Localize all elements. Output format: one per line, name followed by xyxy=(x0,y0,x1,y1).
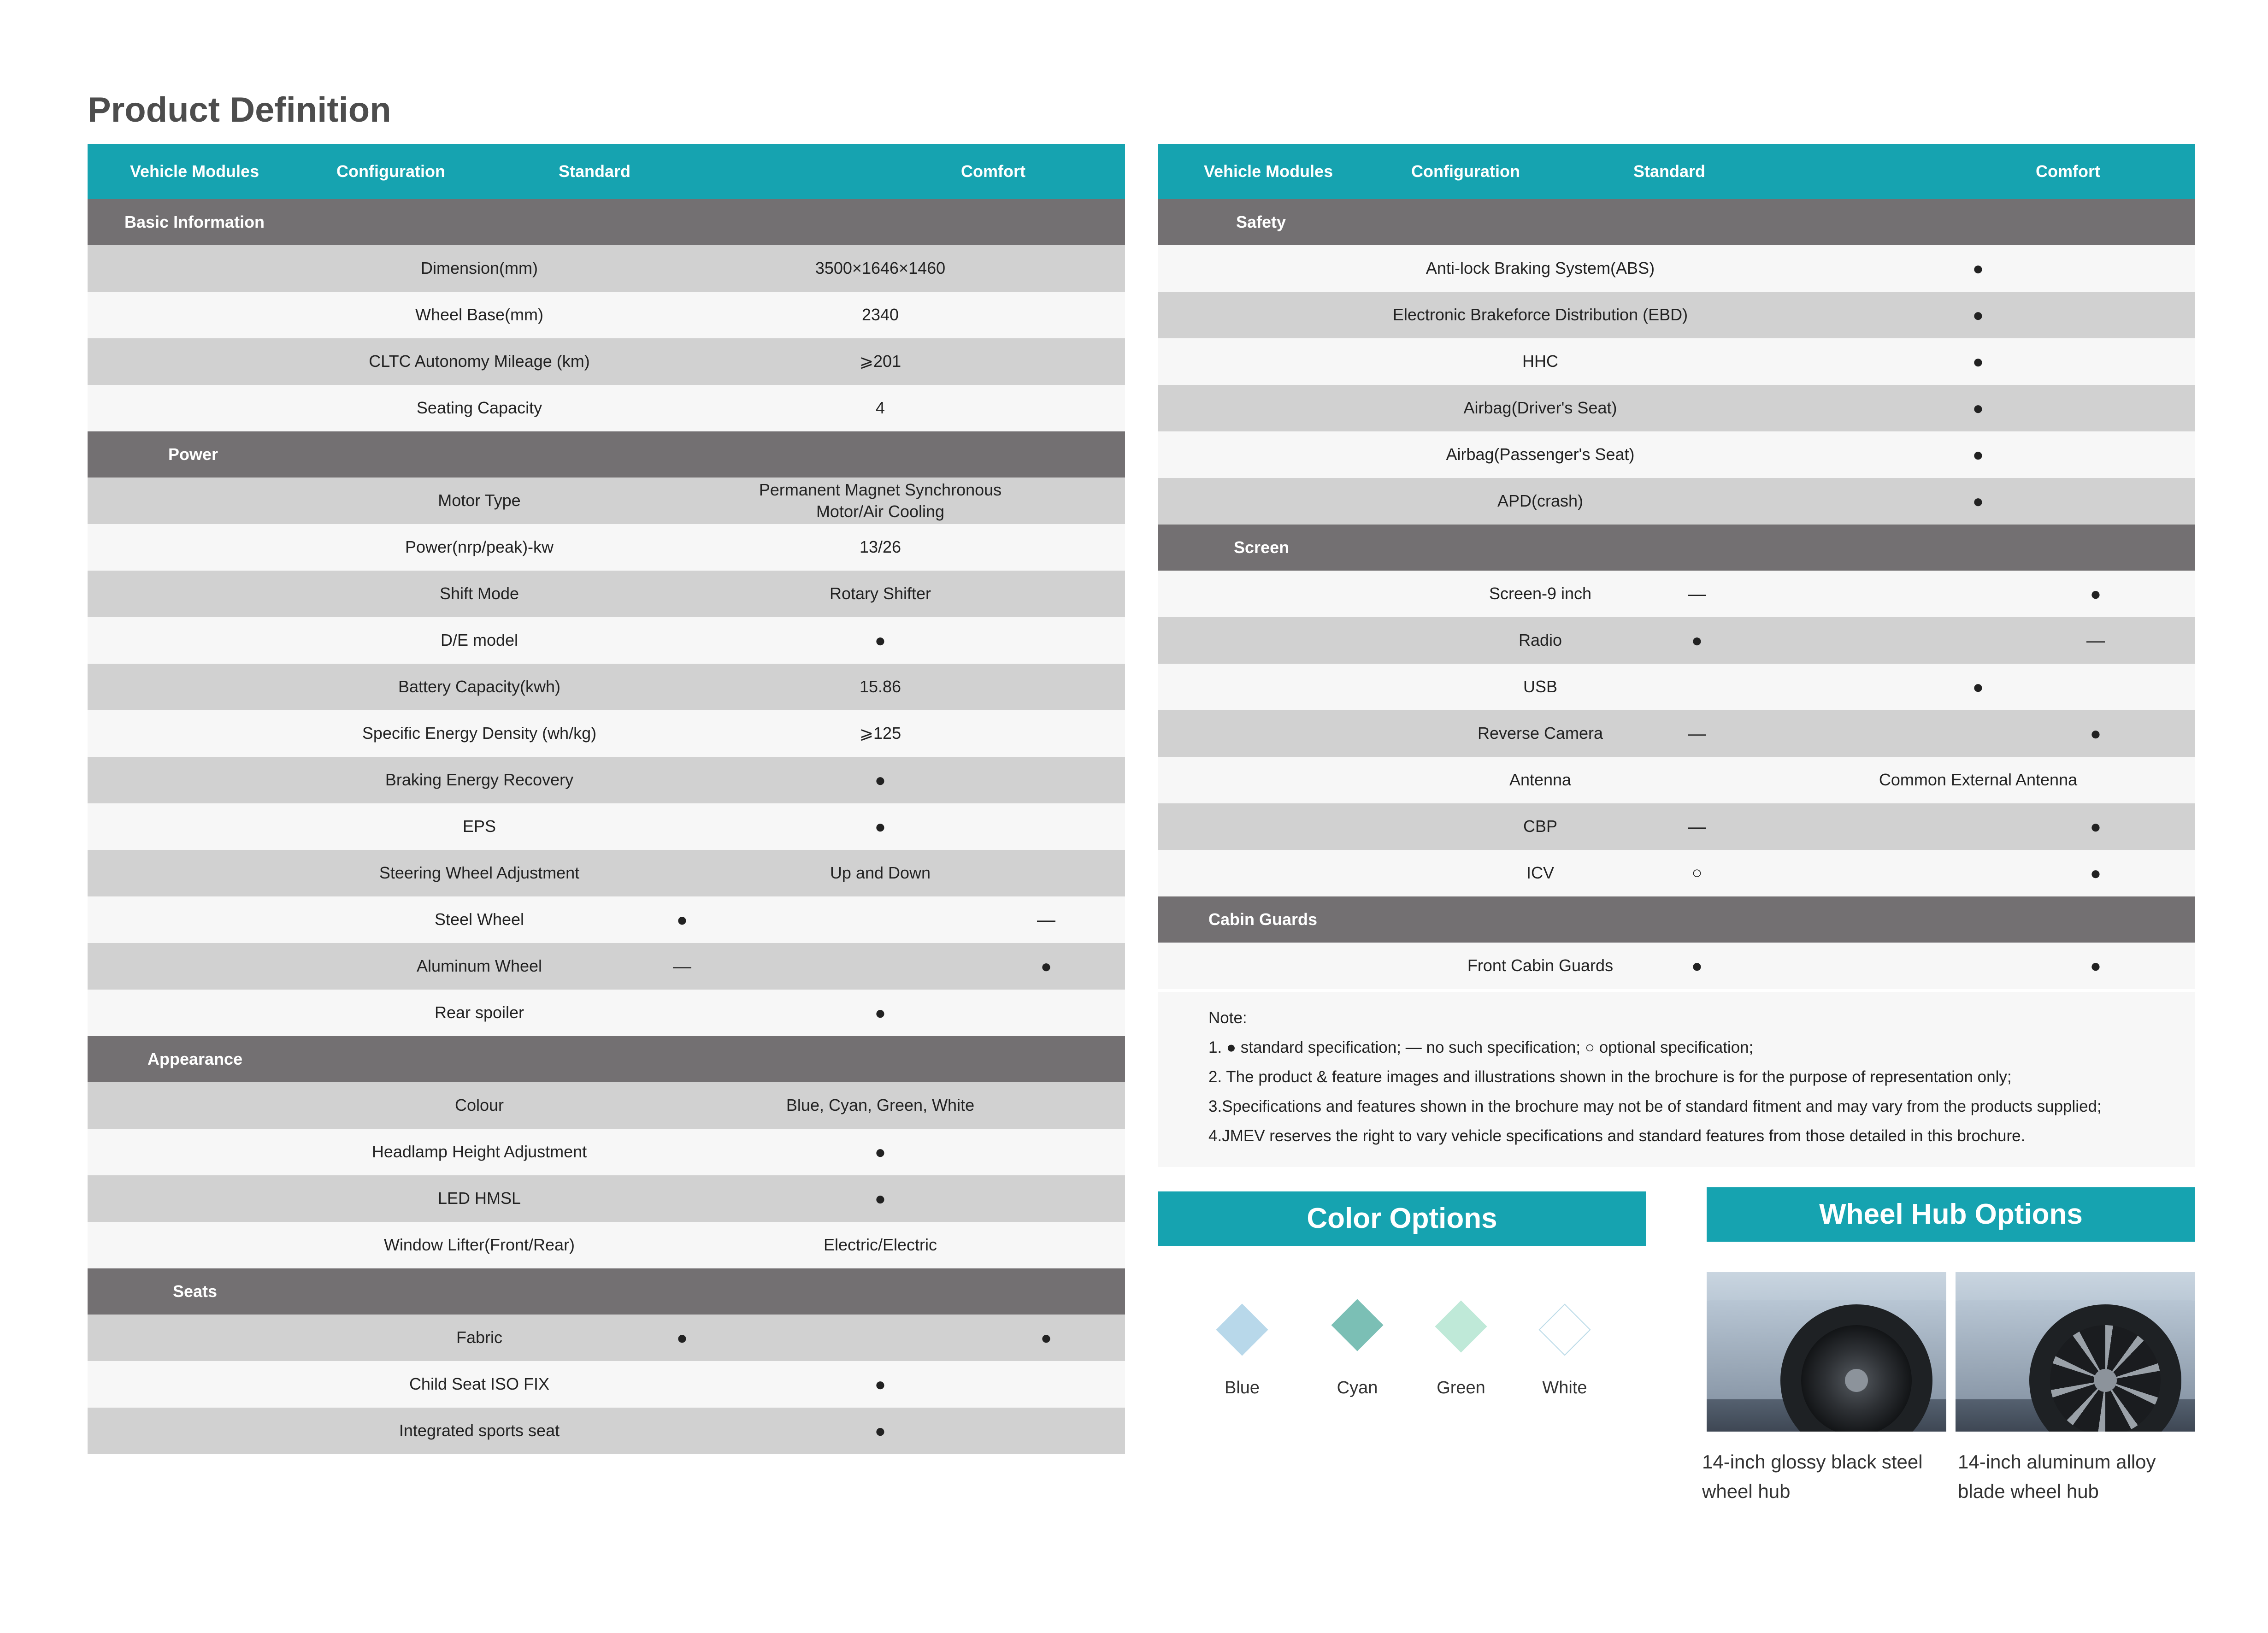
row-value: ● xyxy=(1972,258,1984,279)
row-label: HHC xyxy=(1522,352,1558,371)
row-label: CLTC Autonomy Mileage (km) xyxy=(369,352,590,371)
table-row xyxy=(88,990,1125,1036)
table-row xyxy=(88,524,1125,571)
page-title: Product Definition xyxy=(88,90,391,130)
row-value: ● xyxy=(874,1421,886,1441)
table-row xyxy=(88,571,1125,617)
row-value: 3500×1646×1460 xyxy=(815,259,946,278)
table-row xyxy=(88,1408,1125,1454)
wheel-caption-alloy: 14-inch aluminum alloy blade wheel hub xyxy=(1958,1451,2156,1502)
row-label: Reverse Camera xyxy=(1477,724,1603,743)
section-title: Cabin Guards xyxy=(1208,910,1318,929)
table-row xyxy=(88,1175,1125,1222)
row-standard: — xyxy=(673,956,691,977)
row-comfort: ● xyxy=(2090,863,2102,884)
header-configuration: Configuration xyxy=(1411,162,1520,181)
row-comfort: ● xyxy=(2090,723,2102,744)
row-value: ● xyxy=(874,770,886,790)
header-comfort: Comfort xyxy=(961,162,1025,181)
table-row xyxy=(1158,617,2195,664)
row-label: ICV xyxy=(1526,863,1554,883)
note-line: 1. ● standard specification; — no such specification; ○ optional specification; xyxy=(1208,1038,1754,1056)
swatch-cyan xyxy=(1331,1299,1383,1351)
header-standard: Standard xyxy=(559,162,631,181)
table-row xyxy=(88,478,1125,524)
table-row xyxy=(1158,710,2195,757)
row-comfort: — xyxy=(2086,630,2105,651)
table-row xyxy=(1158,943,2195,989)
row-label: Front Cabin Guards xyxy=(1467,956,1614,975)
row-value: Permanent Magnet Synchronous Motor/Air Cooling xyxy=(759,480,1002,521)
table-row xyxy=(88,710,1125,757)
row-label: Braking Energy Recovery xyxy=(385,770,574,790)
row-label: Wheel Base(mm) xyxy=(415,305,544,324)
row-standard: ● xyxy=(676,909,688,930)
table-row xyxy=(1158,338,2195,385)
row-label: Colour xyxy=(454,1096,504,1115)
table-row xyxy=(1158,664,2195,710)
section-header xyxy=(1158,525,2195,571)
section-title: Safety xyxy=(1236,212,1286,231)
row-label: Child Seat ISO FIX xyxy=(409,1374,550,1394)
row-label: Dimension(mm) xyxy=(420,259,538,278)
row-standard: — xyxy=(1688,816,1706,837)
table-row xyxy=(88,245,1125,292)
note-line: 4.JMEV reserves the right to vary vehicle specifications and standard features from those detailed in this brochure. xyxy=(1208,1127,2026,1145)
swatch-green xyxy=(1435,1300,1487,1352)
table-row xyxy=(88,617,1125,664)
wheel-hub-options-title: Wheel Hub Options xyxy=(1707,1187,2195,1242)
table-row xyxy=(88,1129,1125,1175)
swatch-label-cyan: Cyan xyxy=(1337,1378,1378,1397)
row-label: Airbag(Driver's Seat) xyxy=(1463,398,1617,418)
table-row xyxy=(88,757,1125,803)
row-label: Fabric xyxy=(456,1328,503,1347)
row-label: EPS xyxy=(462,817,496,836)
row-value: ● xyxy=(874,1374,886,1395)
header-configuration: Configuration xyxy=(336,162,445,181)
table-row xyxy=(88,1082,1125,1129)
table-row xyxy=(1158,803,2195,850)
row-value: ● xyxy=(874,816,886,837)
table-row xyxy=(1158,245,2195,292)
row-label: Radio xyxy=(1518,631,1562,650)
section-header xyxy=(1158,199,2195,245)
row-value: Up and Down xyxy=(830,863,931,883)
note-title: Note: xyxy=(1208,1009,1247,1027)
alloy-wheel-image xyxy=(1956,1272,2195,1432)
row-label: Motor Type xyxy=(438,491,521,510)
row-value: ● xyxy=(1972,444,1984,465)
section-header xyxy=(1158,896,2195,943)
row-label: Power(nrp/peak)-kw xyxy=(405,537,554,557)
spec-table-left xyxy=(88,144,1125,1454)
row-comfort: ● xyxy=(2090,955,2102,976)
section-title: Appearance xyxy=(147,1049,243,1068)
row-standard: ● xyxy=(676,1327,688,1348)
row-value: 4 xyxy=(875,398,885,418)
table-row xyxy=(1158,385,2195,431)
section-title: Power xyxy=(168,445,218,464)
section-title: Screen xyxy=(1234,538,1290,557)
row-label: Electronic Brakeforce Distribution (EBD) xyxy=(1392,305,1688,324)
row-label: Aluminum Wheel xyxy=(416,956,542,976)
note-line: 2. The product & feature images and illustrations shown in the brochure is for the purpose of representation only; xyxy=(1208,1068,2012,1086)
row-value: ● xyxy=(874,1188,886,1209)
table-header xyxy=(88,144,1125,199)
row-standard: — xyxy=(1688,584,1706,604)
section-title: Basic Information xyxy=(124,212,265,231)
section-header xyxy=(88,199,1125,245)
section-header xyxy=(88,1268,1125,1315)
table-row xyxy=(88,1222,1125,1268)
swatch-label-blue: Blue xyxy=(1224,1378,1260,1397)
row-value: ● xyxy=(1972,398,1984,419)
table-row xyxy=(88,1315,1125,1361)
row-value: Common External Antenna xyxy=(1879,770,2078,790)
table-row xyxy=(88,803,1125,850)
row-label: LED HMSL xyxy=(437,1189,521,1208)
note-box xyxy=(1158,992,2195,1167)
wheel-caption-steel: 14-inch glossy black steel wheel hub xyxy=(1702,1451,1923,1502)
row-label: Specific Energy Density (wh/kg) xyxy=(362,724,597,743)
row-value: Blue, Cyan, Green, White xyxy=(786,1096,975,1115)
row-label: Antenna xyxy=(1509,770,1572,790)
row-standard: ● xyxy=(1691,955,1703,976)
steel-wheel-image xyxy=(1707,1272,1946,1432)
row-comfort: ● xyxy=(1040,956,1052,977)
spec-table-right xyxy=(1158,144,2195,989)
table-row xyxy=(1158,478,2195,525)
row-comfort: ● xyxy=(1040,1327,1052,1348)
table-row xyxy=(1158,431,2195,478)
swatch-white xyxy=(1538,1303,1591,1356)
row-comfort: ● xyxy=(2090,816,2102,837)
table-row xyxy=(1158,757,2195,803)
section-header xyxy=(88,1036,1125,1082)
table-row xyxy=(88,1361,1125,1408)
row-value: ● xyxy=(1972,351,1984,372)
row-label: Integrated sports seat xyxy=(399,1421,560,1440)
row-label: Screen-9 inch xyxy=(1489,584,1592,603)
header-vehicle-modules: Vehicle Modules xyxy=(1204,162,1333,181)
row-label: Headlamp Height Adjustment xyxy=(371,1142,587,1161)
row-label: Steel Wheel xyxy=(434,910,524,929)
row-value: 15.86 xyxy=(859,677,901,696)
table-row xyxy=(88,385,1125,431)
row-label: Shift Mode xyxy=(439,584,519,603)
row-standard: ● xyxy=(1691,630,1703,651)
row-label: USB xyxy=(1523,677,1558,696)
row-value: ● xyxy=(1972,305,1984,325)
row-label: Rear spoiler xyxy=(434,1003,524,1022)
row-value: ● xyxy=(1972,677,1984,697)
table-row xyxy=(88,896,1125,943)
row-label: D/E model xyxy=(440,631,518,650)
row-value: Rotary Shifter xyxy=(829,584,931,603)
row-value: 13/26 xyxy=(859,537,901,557)
row-comfort: — xyxy=(1037,909,1055,930)
table-row xyxy=(88,943,1125,990)
table-row xyxy=(88,292,1125,338)
row-value: ⩾125 xyxy=(859,724,901,743)
swatch-blue xyxy=(1216,1303,1268,1356)
table-row xyxy=(1158,292,2195,338)
row-label: APD(crash) xyxy=(1497,491,1584,511)
row-value: Electric/Electric xyxy=(823,1235,937,1255)
row-label: Anti-lock Braking System(ABS) xyxy=(1426,259,1655,278)
row-label: CBP xyxy=(1523,817,1558,836)
swatch-label-white: White xyxy=(1542,1378,1587,1397)
table-row xyxy=(88,338,1125,385)
section-header xyxy=(88,431,1125,478)
row-label: Steering Wheel Adjustment xyxy=(379,863,580,883)
table-row xyxy=(1158,850,2195,896)
row-standard: — xyxy=(1688,723,1706,744)
row-label: Window Lifter(Front/Rear) xyxy=(383,1235,575,1255)
table-row xyxy=(88,850,1125,896)
swatch-label-green: Green xyxy=(1437,1378,1485,1397)
table-row xyxy=(1158,571,2195,617)
row-value: ● xyxy=(1972,491,1984,512)
table-header xyxy=(1158,144,2195,199)
row-value: ⩾201 xyxy=(859,352,901,371)
note-line: 3.Specifications and features shown in the brochure may not be of standard fitment and may vary from the products supplied; xyxy=(1208,1097,2102,1115)
row-label: Battery Capacity(kwh) xyxy=(398,677,561,696)
row-label: Airbag(Passenger's Seat) xyxy=(1446,445,1635,464)
header-comfort: Comfort xyxy=(2036,162,2100,181)
row-value: ● xyxy=(874,1142,886,1162)
row-value: ● xyxy=(874,1002,886,1023)
header-vehicle-modules: Vehicle Modules xyxy=(130,162,259,181)
row-label: Seating Capacity xyxy=(416,398,542,418)
row-standard: ○ xyxy=(1691,863,1702,883)
header-standard: Standard xyxy=(1633,162,1706,181)
row-value: ● xyxy=(874,630,886,651)
section-title: Seats xyxy=(173,1282,218,1301)
color-options-title: Color Options xyxy=(1158,1191,1646,1246)
row-value: 2340 xyxy=(861,305,899,324)
table-row xyxy=(88,664,1125,710)
row-comfort: ● xyxy=(2090,584,2102,604)
